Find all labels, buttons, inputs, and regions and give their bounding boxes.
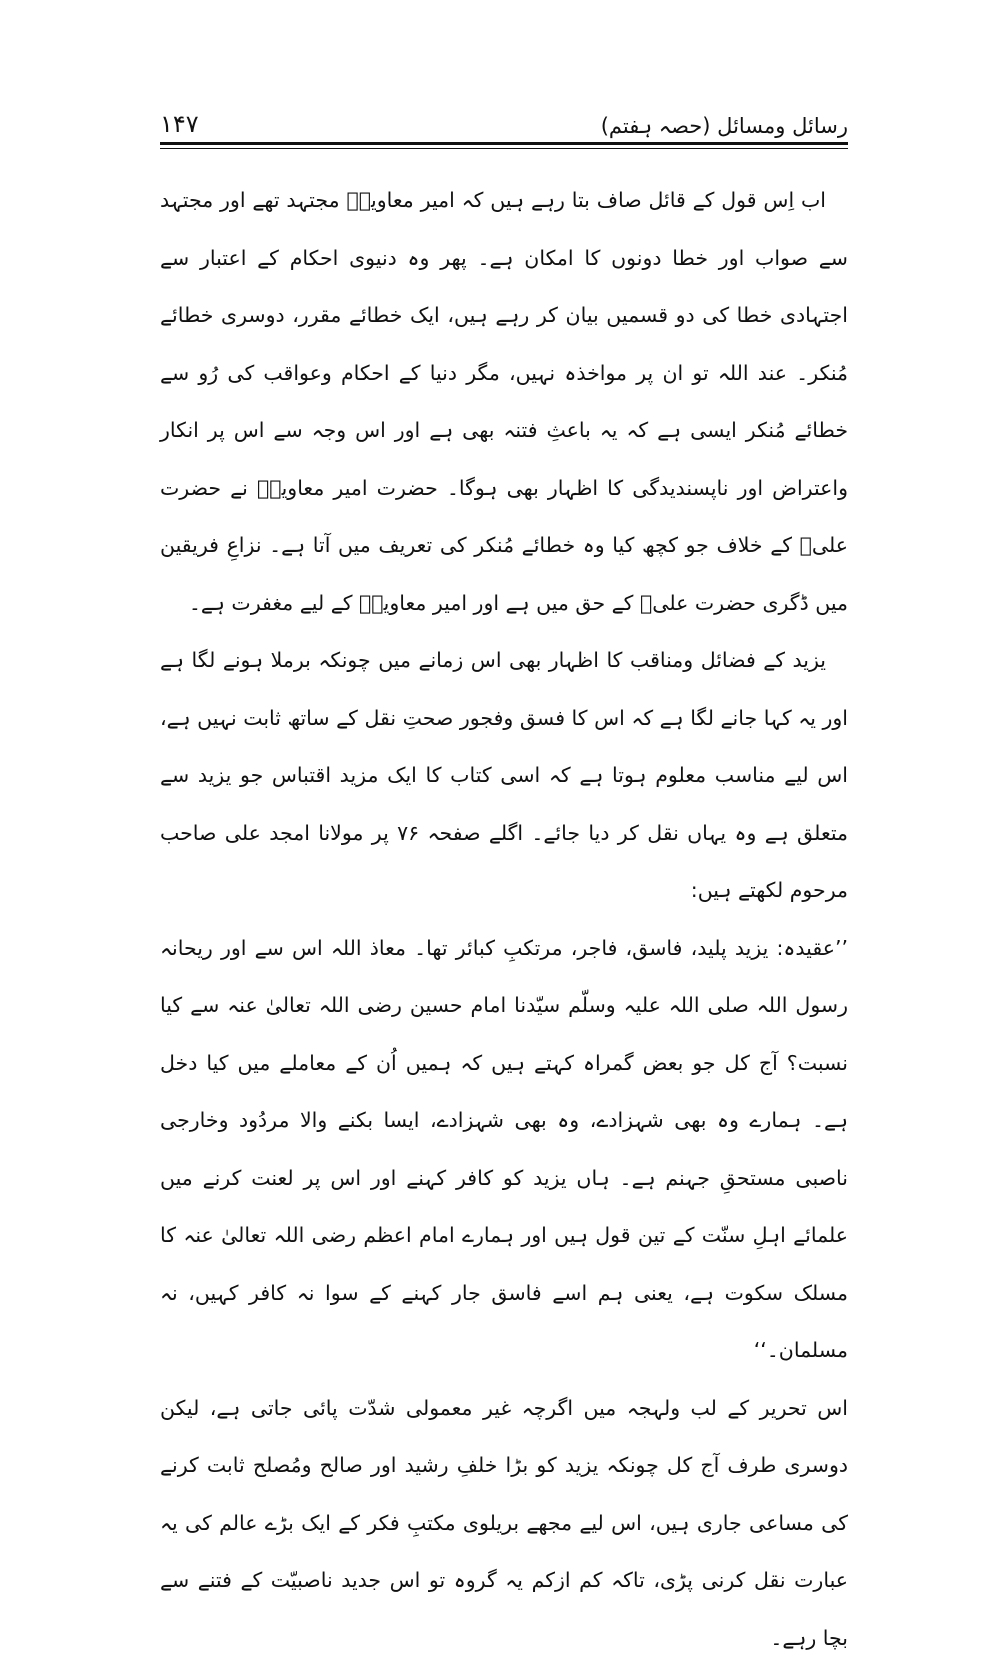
page-number: ۱۴۷ <box>160 110 199 138</box>
header-rule <box>160 142 848 145</box>
paragraph: اب اِس قول کے قائل صاف بتا رہے ہیں کہ امیر معاویہؓ مجتہد تھے اور مجتہد سے صواب اور خطا دونوں کا امکان ہے۔ پھر وہ دنیوی احکام کے اعتبار سے اجتہادی خطا کی دو قسمیں بیان کر رہے ہیں، ایک خطائے مقرر، دوسری خطائے مُنکر۔ عند اللہ تو ان پر مواخذہ نہیں، مگر دنیا کے احکام وعواقب کی رُو سے خطائے مُنکر ایسی ہے کہ یہ باعثِ فتنہ بھی ہے اور اس وجہ سے اس پر انکار واعتراض اور ناپسندیدگی کا اظہار بھی ہوگا۔ حضرت امیر معاویہؓ نے حضرت علیؓ کے خلاف جو کچھ کیا وہ خطائے مُنکر کی تعریف میں آتا ہے۔ نزاعِ فریقین میں ڈگری حضرت علیؓ کے حق میں ہے اور امیر معاویہؓ کے لیے مغفرت ہے۔ <box>160 172 848 632</box>
paragraph: یزید کے فضائل ومناقب کا اظہار بھی اس زمانے میں چونکہ برملا ہونے لگا ہے اور یہ کہا جانے لگا ہے کہ اس کا فسق وفجور صحتِ نقل کے ساتھ ثابت نہیں ہے، اس لیے مناسب معلوم ہوتا ہے کہ اسی کتاب کا ایک مزید اقتباس جو یزید سے متعلق ہے وہ یہاں نقل کر دیا جائے۔ اگلے صفحہ ۷۶ پر مولانا امجد علی صاحب مرحوم لکھتے ہیں: <box>160 632 848 920</box>
quoted-paragraph: ’’عقیدہ: یزید پلید، فاسق، فاجر، مرتکبِ کبائر تھا۔ معاذ اللہ اس سے اور ریحانہ رسول اللہ صلی اللہ علیہ وسلّم سیّدنا امام حسین رضی اللہ تعالیٰ عنہ سے کیا نسبت؟ آج کل جو بعض گمراہ کہتے ہیں کہ ہمیں اُن کے معاملے میں کیا دخل ہے۔ ہمارے وہ بھی شہزادے، وہ بھی شہزادے، ایسا بکنے والا مردُود وخارجی ناصبی مستحقِ جہنم ہے۔ ہاں یزید کو کافر کہنے اور اس پر لعنت کرنے میں علمائے اہلِ سنّت کے تین قول ہیں اور ہمارے امام اعظم رضی اللہ تعالیٰ عنہ کا مسلک سکوت ہے، یعنی ہم اسے فاسق جار کہنے کے سوا نہ کافر کہیں، نہ مسلمان۔‘‘ <box>160 920 848 1380</box>
header-rule-thin <box>160 148 848 149</box>
page-header <box>160 92 848 138</box>
running-title: رسائل ومسائل (حصہ ہفتم) <box>601 114 848 138</box>
body-text <box>160 172 848 1667</box>
paragraph: اس تحریر کے لب ولہجہ میں اگرچہ غیر معمولی شدّت پائی جاتی ہے، لیکن دوسری طرف آج کل چونکہ یزید کو بڑا خلفِ رشید اور صالح ومُصلح ثابت کرنے کی مساعی جاری ہیں، اس لیے مجھے بریلوی مکتبِ فکر کے ایک بڑے عالم کی یہ عبارت نقل کرنی پڑی، تاکہ کم ازکم یہ گروہ تو اس جدید ناصبیّت کے فتنے سے بچا رہے۔ <box>160 1380 848 1667</box>
